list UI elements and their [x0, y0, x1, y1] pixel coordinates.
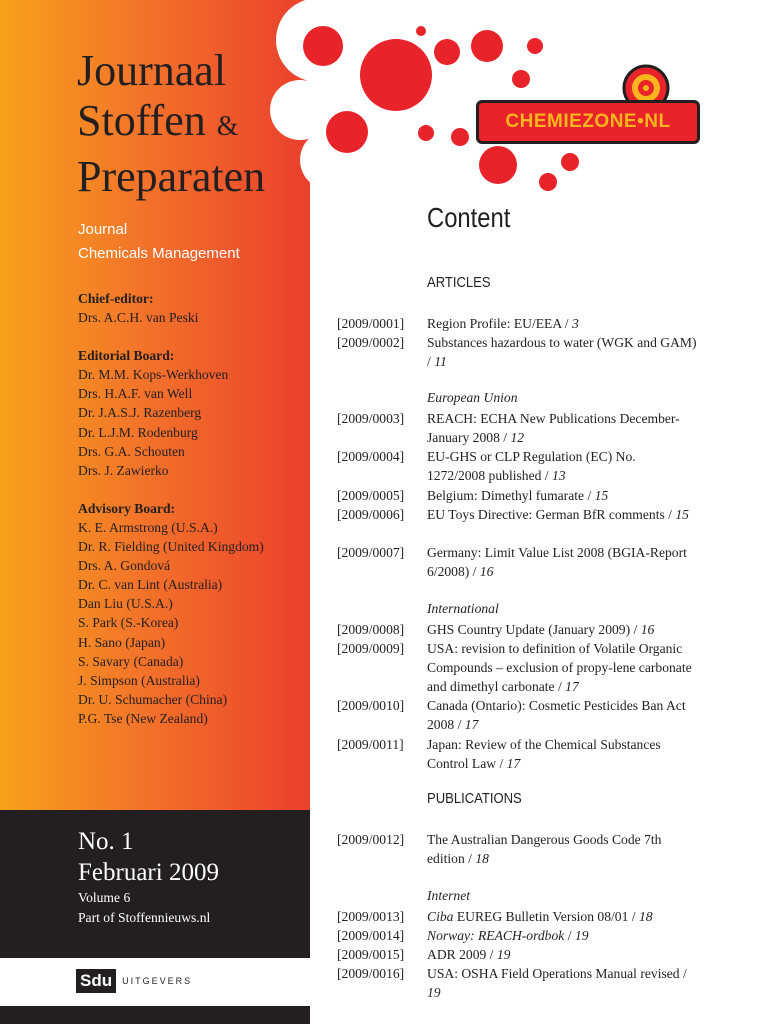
entry-page: 12: [510, 430, 525, 446]
issue-info: [78, 826, 219, 928]
entry-title: EUREG Bulletin Version 08/01 /: [453, 909, 639, 924]
bubble: [512, 70, 530, 88]
entry-page: 15: [675, 507, 689, 522]
editorial-board-heading: Editorial Board:: [78, 348, 175, 364]
editorial-board: [78, 289, 264, 728]
entry-code: [2009/0006]: [337, 507, 405, 522]
entry-page: 19: [496, 947, 511, 962]
entry-code: [2009/0005]: [337, 488, 405, 503]
bubble: [479, 146, 517, 184]
entry-title: /: [564, 928, 575, 943]
entry-title: USA: OSHA Field Operations Manual revised /: [427, 966, 687, 981]
bubble: [451, 128, 469, 146]
board-member: Dr. L.J.M. Rodenburg: [78, 424, 198, 440]
bubble: [527, 38, 543, 54]
bottom-bar: [0, 1006, 310, 1024]
title-word: Stoffen: [77, 96, 206, 145]
toc-entry[interactable]: [337, 696, 697, 734]
entry-page: 17: [506, 756, 521, 772]
entry-code: [2009/0007]: [337, 545, 405, 560]
toc-entry[interactable]: [337, 409, 697, 447]
logo-text: CHEMIEZONE•NL: [505, 111, 671, 132]
toc-entry[interactable]: [337, 830, 697, 868]
category-internet: Internet: [427, 888, 471, 903]
journal-subtitle: [78, 218, 240, 266]
entry-page: 19: [427, 985, 441, 1001]
entry-code: [2009/0016]: [337, 966, 405, 981]
journal-title: [77, 46, 265, 202]
bubble: [326, 111, 368, 153]
bubble: [418, 125, 434, 141]
entry-title: ADR 2009 /: [427, 947, 497, 962]
bubble: [434, 39, 460, 65]
entry-page: 15: [594, 488, 609, 503]
advisor: K. E. Armstrong (U.S.A.): [78, 519, 218, 535]
entry-code: [2009/0001]: [337, 316, 405, 331]
category-eu: European Union: [427, 390, 518, 405]
entry-title: Japan: Review of the Chemical Substances Control Law /: [427, 737, 661, 772]
board-member: Dr. M.M. Kops-Werkhoven: [78, 367, 229, 383]
entry-page: 16: [479, 564, 494, 580]
entry-code: [2009/0012]: [337, 832, 405, 847]
entry-page: 19: [574, 928, 589, 943]
advisor: P.G. Tse (New Zealand): [78, 710, 208, 726]
advisor: S. Savary (Canada): [78, 653, 184, 669]
advisor: Dr. R. Fielding (United Kingdom): [78, 539, 264, 555]
toc-entry[interactable]: [337, 620, 697, 639]
entry-title: The Australian Dangerous Goods Code 7th edition /: [427, 832, 662, 867]
entry-code: [2009/0002]: [337, 335, 405, 350]
toc-entry[interactable]: [337, 945, 697, 964]
entry-page: 17: [565, 679, 579, 695]
entry-title: USA: revision to definition of Volatile Organic Compounds – exclusion of propy-lene carbonate and dimethyl carbonate /: [427, 641, 692, 695]
entry-page: 16: [640, 622, 655, 637]
board-member: Drs. H.A.F. van Well: [78, 386, 193, 402]
title-ampersand: &: [216, 111, 239, 142]
toc-entry[interactable]: [337, 926, 697, 945]
chief-editor-heading: Chief-editor:: [78, 291, 154, 306]
toc-entry[interactable]: [337, 447, 697, 485]
entry-title: EU-GHS or CLP Regulation (EC) No. 1272/2008 published /: [427, 449, 636, 484]
entry-title: REACH: ECHA New Publications December-January 2008 /: [427, 411, 680, 446]
toc-entry[interactable]: [337, 964, 697, 1002]
toc-entry[interactable]: [337, 333, 697, 371]
entry-title: GHS Country Update (January 2009) /: [427, 622, 641, 637]
sdu-box: Sdu: [76, 969, 116, 993]
advisor: Drs. A. Gondová: [78, 558, 171, 574]
toc-entry[interactable]: [337, 543, 697, 581]
advisor: S. Park (S.-Korea): [78, 615, 179, 631]
entry-title: EU Toys Directive: German BfR comments /: [427, 507, 676, 522]
entry-page: 13: [552, 468, 566, 484]
entry-code: [2009/0003]: [337, 411, 405, 426]
entry-title: Belgium: Dimethyl fumarate /: [427, 488, 595, 503]
entry-title: Canada (Ontario): Cosmetic Pesticides Ban Act 2008 /: [427, 698, 686, 733]
board-member: Drs. G.A. Schouten: [78, 443, 185, 459]
subtitle-line: Journal: [78, 221, 128, 238]
entry-title: Region Profile: EU/EEA /: [427, 316, 572, 331]
title-line: Journaal: [77, 46, 227, 95]
advisor: Dr. U. Schumacher (China): [78, 691, 228, 707]
advisor: Dan Liu (U.S.A.): [78, 596, 173, 612]
issue-date: Februari 2009: [78, 859, 219, 886]
publisher-text: UITGEVERS: [122, 976, 193, 986]
toc-entry[interactable]: [337, 486, 697, 505]
entry-page: 18: [475, 851, 489, 867]
entry-page: 3: [571, 316, 579, 331]
entry-page: 17: [464, 717, 479, 733]
issue-volume: Volume 6: [78, 890, 131, 905]
toc-entry[interactable]: [337, 735, 697, 773]
entry-page: 11: [434, 354, 447, 370]
entry-code: [2009/0015]: [337, 947, 405, 962]
entry-page: 18: [638, 909, 653, 924]
chemiezone-logo[interactable]: [476, 100, 700, 144]
entry-code: [2009/0004]: [337, 449, 405, 464]
advisor: H. Sano (Japan): [78, 634, 166, 650]
title-line: Preparaten: [77, 152, 266, 201]
entry-title: Substances hazardous to water (WGK and GAM) /: [427, 335, 697, 370]
bubble: [360, 39, 432, 111]
toc-entry[interactable]: [337, 505, 697, 524]
issue-part-of: Part of Stoffennieuws.nl: [78, 910, 211, 925]
advisory-board-heading: Advisory Board:: [78, 500, 176, 516]
entry-code: [2009/0008]: [337, 622, 405, 637]
entry-title-italic: Ciba: [427, 909, 454, 924]
bubble: [539, 173, 557, 191]
section-publications: PUBLICATIONS: [427, 791, 522, 807]
board-member: Dr. J.A.S.J. Razenberg: [78, 405, 202, 421]
entry-code: [2009/0011]: [337, 737, 404, 752]
bubble: [471, 30, 503, 62]
content-heading: Content: [427, 202, 511, 233]
section-articles: ARTICLES: [427, 275, 491, 291]
entry-code: [2009/0010]: [337, 698, 405, 713]
entry-code: [2009/0014]: [337, 928, 405, 943]
advisor: J. Simpson (Australia): [78, 672, 200, 688]
subtitle-line: Chemicals Management: [78, 245, 240, 262]
toc-entry[interactable]: [337, 314, 697, 333]
advisor: Dr. C. van Lint (Australia): [78, 577, 223, 593]
category-international: International: [427, 601, 499, 616]
bubble: [561, 153, 579, 171]
entry-code: [2009/0009]: [337, 641, 405, 656]
board-member: Drs. J. Zawierko: [78, 462, 169, 478]
publisher-logo[interactable]: [76, 969, 192, 993]
entry-title: Germany: Limit Value List 2008 (BGIA-Report 6/2008) /: [427, 545, 687, 580]
bubble: [416, 26, 426, 36]
toc-entry[interactable]: [337, 907, 697, 926]
chief-editor-name: Drs. A.C.H. van Peski: [78, 310, 199, 326]
toc-entry[interactable]: [337, 639, 697, 696]
entry-title-italic: Norway: REACH-ordbok: [427, 928, 565, 943]
issue-number: No. 1: [78, 828, 134, 855]
title-line: [77, 96, 265, 152]
entry-code: [2009/0013]: [337, 909, 405, 924]
